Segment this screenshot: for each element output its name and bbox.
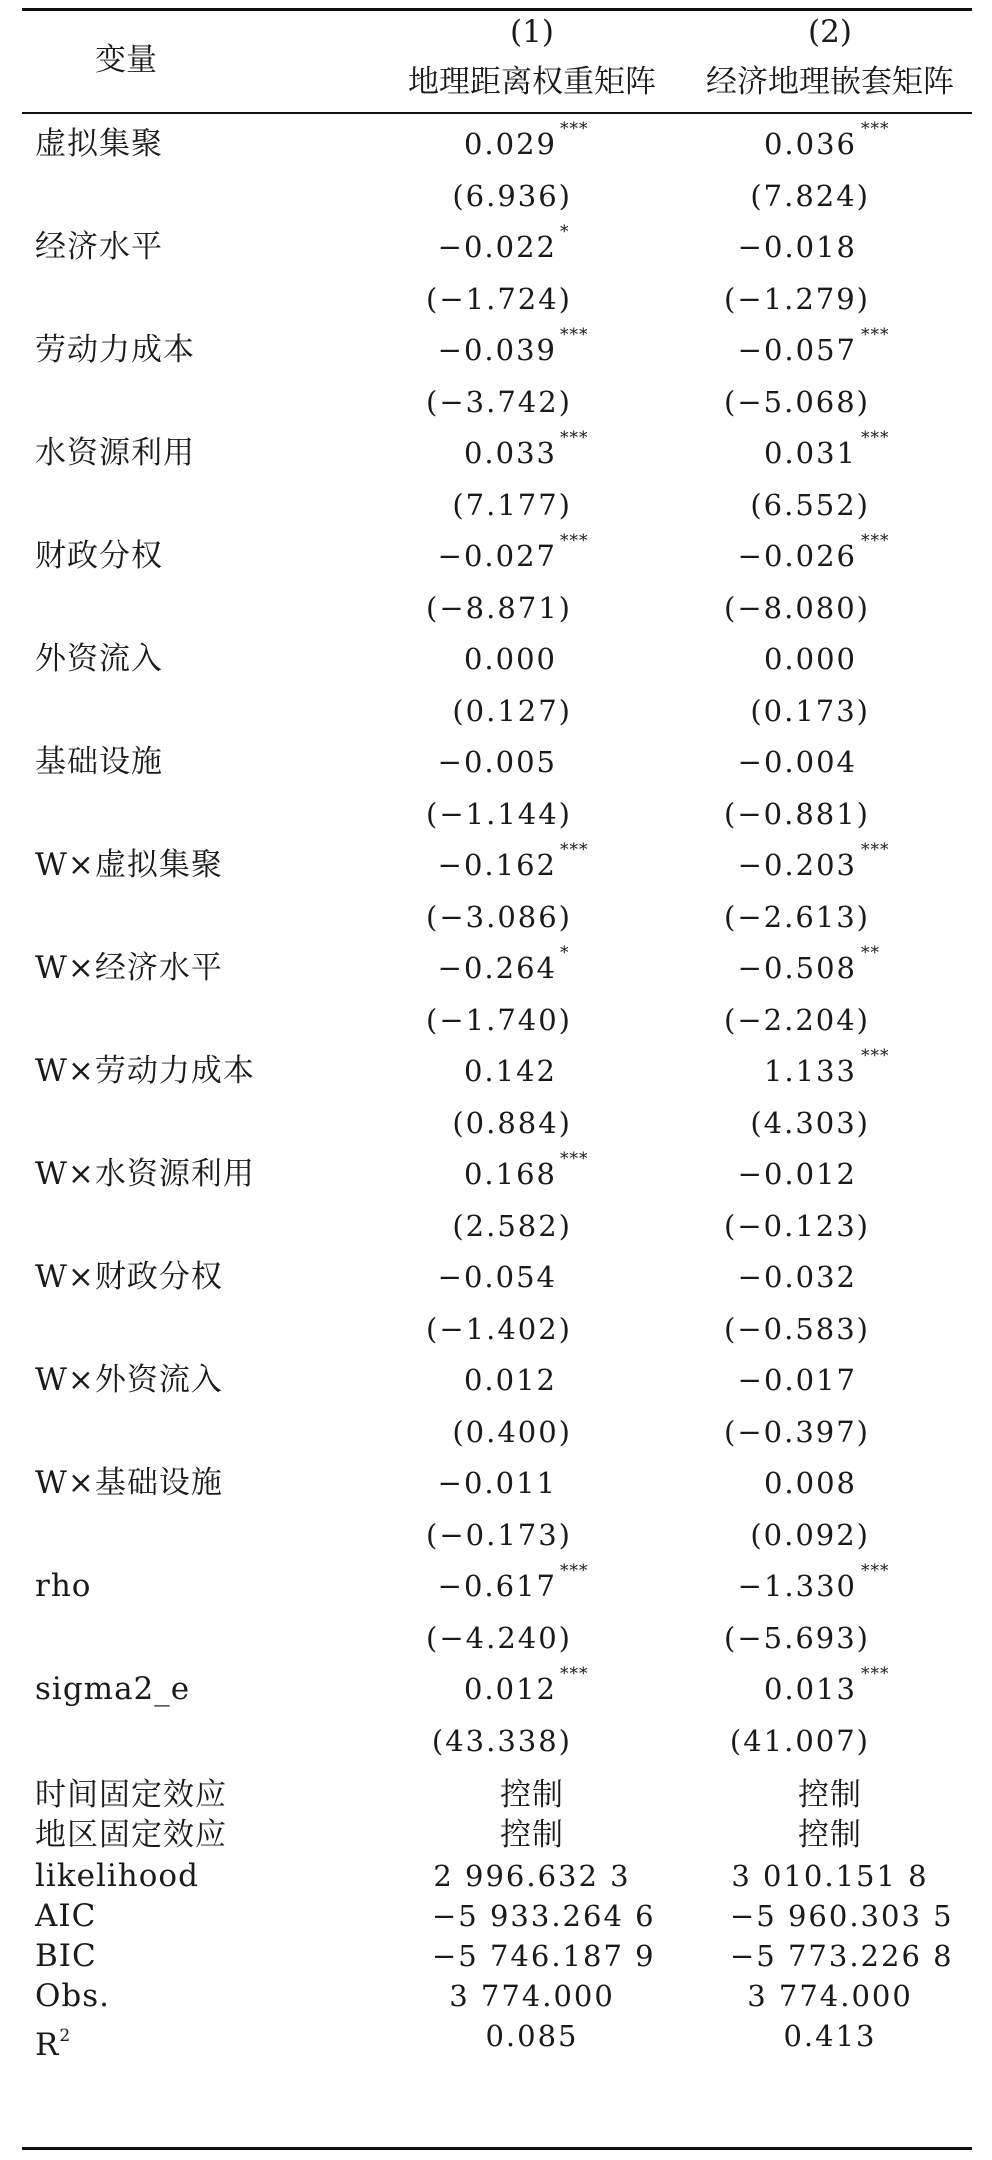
stat-col2: 3 010.151 8 xyxy=(731,1859,929,1893)
tstat-row xyxy=(0,1303,992,1355)
coef-col2: 0.000 xyxy=(763,642,857,676)
tstat-col2: (0.092) xyxy=(750,1517,870,1552)
signif-col1: *** xyxy=(560,1664,589,1684)
tstat-row xyxy=(0,170,992,222)
tstat-col2: (−0.123) xyxy=(724,1208,870,1243)
signif-col1: *** xyxy=(560,531,589,551)
coef-row xyxy=(0,1148,992,1200)
coef-row xyxy=(0,1560,992,1612)
tstat-row xyxy=(0,994,992,1046)
row-label: 时间固定效应 xyxy=(35,1777,227,1813)
signif-col2: ** xyxy=(861,943,880,963)
r2-superscript: 2 xyxy=(59,2026,72,2046)
tstat-col2: (−2.204) xyxy=(724,1002,870,1037)
r2-col1: 0.085 xyxy=(485,2019,579,2053)
tstat-col2: (41.007) xyxy=(729,1723,870,1758)
coef-row xyxy=(0,324,992,376)
r2-base: R xyxy=(35,2027,60,2063)
row-label: W×劳动力成本 xyxy=(35,1053,255,1089)
stat-col1: −5 933.264 6 xyxy=(432,1899,656,1933)
tstat-col2: (−5.693) xyxy=(724,1620,870,1655)
coef-row xyxy=(0,1663,992,1715)
stat-col2: −5 773.226 8 xyxy=(730,1939,954,1973)
row-label: AIC xyxy=(35,1898,97,1934)
coef-col2: 0.031 xyxy=(763,436,857,470)
coef-row xyxy=(0,221,992,273)
row-label: 财政分权 xyxy=(35,538,163,574)
coef-col1: −0.011 xyxy=(437,1466,557,1500)
coef-row xyxy=(0,1251,992,1303)
tstat-col2: (−2.613) xyxy=(724,899,870,934)
coef-col1: −0.617 xyxy=(437,1569,557,1603)
coef-col2: −0.032 xyxy=(737,1260,857,1294)
coef-row xyxy=(0,1457,992,1509)
row-label: 地区固定效应 xyxy=(35,1817,227,1853)
signif-col1: * xyxy=(560,222,570,242)
signif-col2: *** xyxy=(861,119,890,139)
row-label: W×财政分权 xyxy=(35,1259,223,1295)
row-label: 外资流入 xyxy=(35,641,163,677)
coef-col1: 0.142 xyxy=(463,1054,557,1088)
coef-col2: 0.013 xyxy=(763,1672,857,1706)
coef-row xyxy=(0,1045,992,1097)
coef-col1: 0.012 xyxy=(463,1672,557,1706)
coef-col1: −0.022 xyxy=(437,230,557,264)
signif-col1: *** xyxy=(560,840,589,860)
tstat-col2: (0.173) xyxy=(750,693,870,728)
signif-col1: * xyxy=(560,943,570,963)
tstat-row xyxy=(0,1097,992,1149)
tstat-row xyxy=(0,479,992,531)
coef-row xyxy=(0,736,992,788)
stat-col1: 3 774.000 xyxy=(449,1979,615,2013)
signif-col1: *** xyxy=(560,428,589,448)
coef-col1: −0.027 xyxy=(437,539,557,573)
tstat-col2: (−0.583) xyxy=(724,1311,870,1346)
coef-col1: 0.168 xyxy=(463,1157,557,1191)
coef-col2: 0.008 xyxy=(763,1466,857,1500)
coef-col2: −0.508 xyxy=(737,951,857,985)
tstat-row xyxy=(0,1406,992,1458)
row-label: Obs. xyxy=(35,1978,111,2014)
row-label: W×虚拟集聚 xyxy=(35,847,223,883)
coef-row xyxy=(0,839,992,891)
tstat-col1: (0.400) xyxy=(452,1414,572,1449)
coef-col2: −0.026 xyxy=(737,539,857,573)
coef-row xyxy=(0,118,992,170)
coef-col2: −0.018 xyxy=(737,230,857,264)
coef-col1: −0.054 xyxy=(437,1260,557,1294)
row-label: 劳动力成本 xyxy=(35,332,195,368)
tstat-col1: (−3.086) xyxy=(426,899,572,934)
coef-col1: 0.033 xyxy=(463,436,557,470)
row-label: likelihood xyxy=(35,1858,199,1894)
control-col2: 控制 xyxy=(798,1777,862,1813)
tstat-col1: (43.338) xyxy=(431,1723,572,1758)
control-col1: 控制 xyxy=(500,1777,564,1813)
stat-col1: 2 996.632 3 xyxy=(433,1859,631,1893)
signif-col2: *** xyxy=(861,428,890,448)
coef-col1: 0.029 xyxy=(463,127,557,161)
row-label: W×基础设施 xyxy=(35,1465,223,1501)
header-col2-number: (2) xyxy=(808,14,852,50)
coef-row xyxy=(0,942,992,994)
coef-col1: −0.005 xyxy=(437,745,557,779)
tstat-col1: (6.936) xyxy=(452,178,572,213)
tstat-row xyxy=(0,685,992,737)
row-label: W×水资源利用 xyxy=(35,1156,255,1192)
tstat-col2: (−5.068) xyxy=(724,384,870,419)
r2-row xyxy=(0,2010,992,2062)
coef-row xyxy=(0,427,992,479)
coef-col1: 0.012 xyxy=(463,1363,557,1397)
tstat-row xyxy=(0,582,992,634)
coef-row xyxy=(0,1354,992,1406)
tstat-col1: (−4.240) xyxy=(426,1620,572,1655)
tstat-row xyxy=(0,1715,992,1767)
signif-col2: *** xyxy=(861,840,890,860)
coef-col1: 0.000 xyxy=(463,642,557,676)
tstat-row xyxy=(0,1509,992,1561)
tstat-row xyxy=(0,273,992,325)
coef-col2: −0.004 xyxy=(737,745,857,779)
coef-col2: 1.133 xyxy=(763,1054,857,1088)
tstat-col1: (−1.740) xyxy=(426,1002,572,1037)
signif-col2: *** xyxy=(861,531,890,551)
header-col2-name: 经济地理嵌套矩阵 xyxy=(706,64,954,100)
tstat-row xyxy=(0,376,992,428)
header-col1-name: 地理距离权重矩阵 xyxy=(408,64,656,100)
row-label-r2 xyxy=(35,2010,71,2071)
row-label: 虚拟集聚 xyxy=(35,126,163,162)
tstat-row xyxy=(0,788,992,840)
row-label: 经济水平 xyxy=(35,229,163,265)
coef-col2: −0.203 xyxy=(737,848,857,882)
coef-col2: −0.017 xyxy=(737,1363,857,1397)
signif-col1: *** xyxy=(560,1149,589,1169)
header-col1-number: (1) xyxy=(510,14,554,50)
stat-col2: 3 774.000 xyxy=(747,1979,913,2013)
control-col2: 控制 xyxy=(798,1817,862,1853)
r2-col2: 0.413 xyxy=(783,2019,877,2053)
row-label: rho xyxy=(35,1568,92,1604)
table-bottom-rule xyxy=(22,2147,972,2150)
tstat-row xyxy=(0,891,992,943)
stat-col2: −5 960.303 5 xyxy=(730,1899,954,1933)
coef-col1: −0.264 xyxy=(437,951,557,985)
tstat-col1: (7.177) xyxy=(452,487,572,522)
signif-col2: *** xyxy=(861,1046,890,1066)
tstat-col1: (−8.871) xyxy=(426,590,572,625)
coef-col2: −0.057 xyxy=(737,333,857,367)
row-label: BIC xyxy=(35,1938,97,1974)
tstat-col1: (2.582) xyxy=(452,1208,572,1243)
tstat-col1: (0.127) xyxy=(452,693,572,728)
signif-col2: *** xyxy=(861,1664,890,1684)
signif-col1: *** xyxy=(560,325,589,345)
tstat-col1: (−3.742) xyxy=(426,384,572,419)
coef-col2: −0.012 xyxy=(737,1157,857,1191)
tstat-col1: (−1.144) xyxy=(426,796,572,831)
table-top-rule xyxy=(22,8,972,11)
row-label: W×经济水平 xyxy=(35,950,223,986)
row-label: 基础设施 xyxy=(35,744,163,780)
signif-col1: *** xyxy=(560,1561,589,1581)
tstat-col1: (−1.402) xyxy=(426,1311,572,1346)
header-variable: 变量 xyxy=(95,42,157,78)
signif-col2: *** xyxy=(861,1561,890,1581)
tstat-col2: (6.552) xyxy=(750,487,870,522)
tstat-row xyxy=(0,1612,992,1664)
coef-row xyxy=(0,530,992,582)
signif-col2: *** xyxy=(861,325,890,345)
row-label: 水资源利用 xyxy=(35,435,195,471)
coef-col2: 0.036 xyxy=(763,127,857,161)
tstat-col2: (7.824) xyxy=(750,178,870,213)
coef-col1: −0.162 xyxy=(437,848,557,882)
tstat-col1: (−0.173) xyxy=(426,1517,572,1552)
header-rule xyxy=(22,112,972,114)
coef-col2: −1.330 xyxy=(737,1569,857,1603)
row-label: sigma2_e xyxy=(35,1671,191,1707)
tstat-col2: (−0.397) xyxy=(724,1414,870,1449)
signif-col1: *** xyxy=(560,119,589,139)
tstat-col2: (4.303) xyxy=(750,1105,870,1140)
tstat-col2: (−1.279) xyxy=(724,281,870,316)
tstat-row xyxy=(0,1200,992,1252)
control-col1: 控制 xyxy=(500,1817,564,1853)
coef-col1: −0.039 xyxy=(437,333,557,367)
coef-row xyxy=(0,633,992,685)
tstat-col1: (0.884) xyxy=(452,1105,572,1140)
tstat-col2: (−8.080) xyxy=(724,590,870,625)
row-label: W×外资流入 xyxy=(35,1362,223,1398)
tstat-col1: (−1.724) xyxy=(426,281,572,316)
tstat-col2: (−0.881) xyxy=(724,796,870,831)
stat-col1: −5 746.187 9 xyxy=(432,1939,656,1973)
